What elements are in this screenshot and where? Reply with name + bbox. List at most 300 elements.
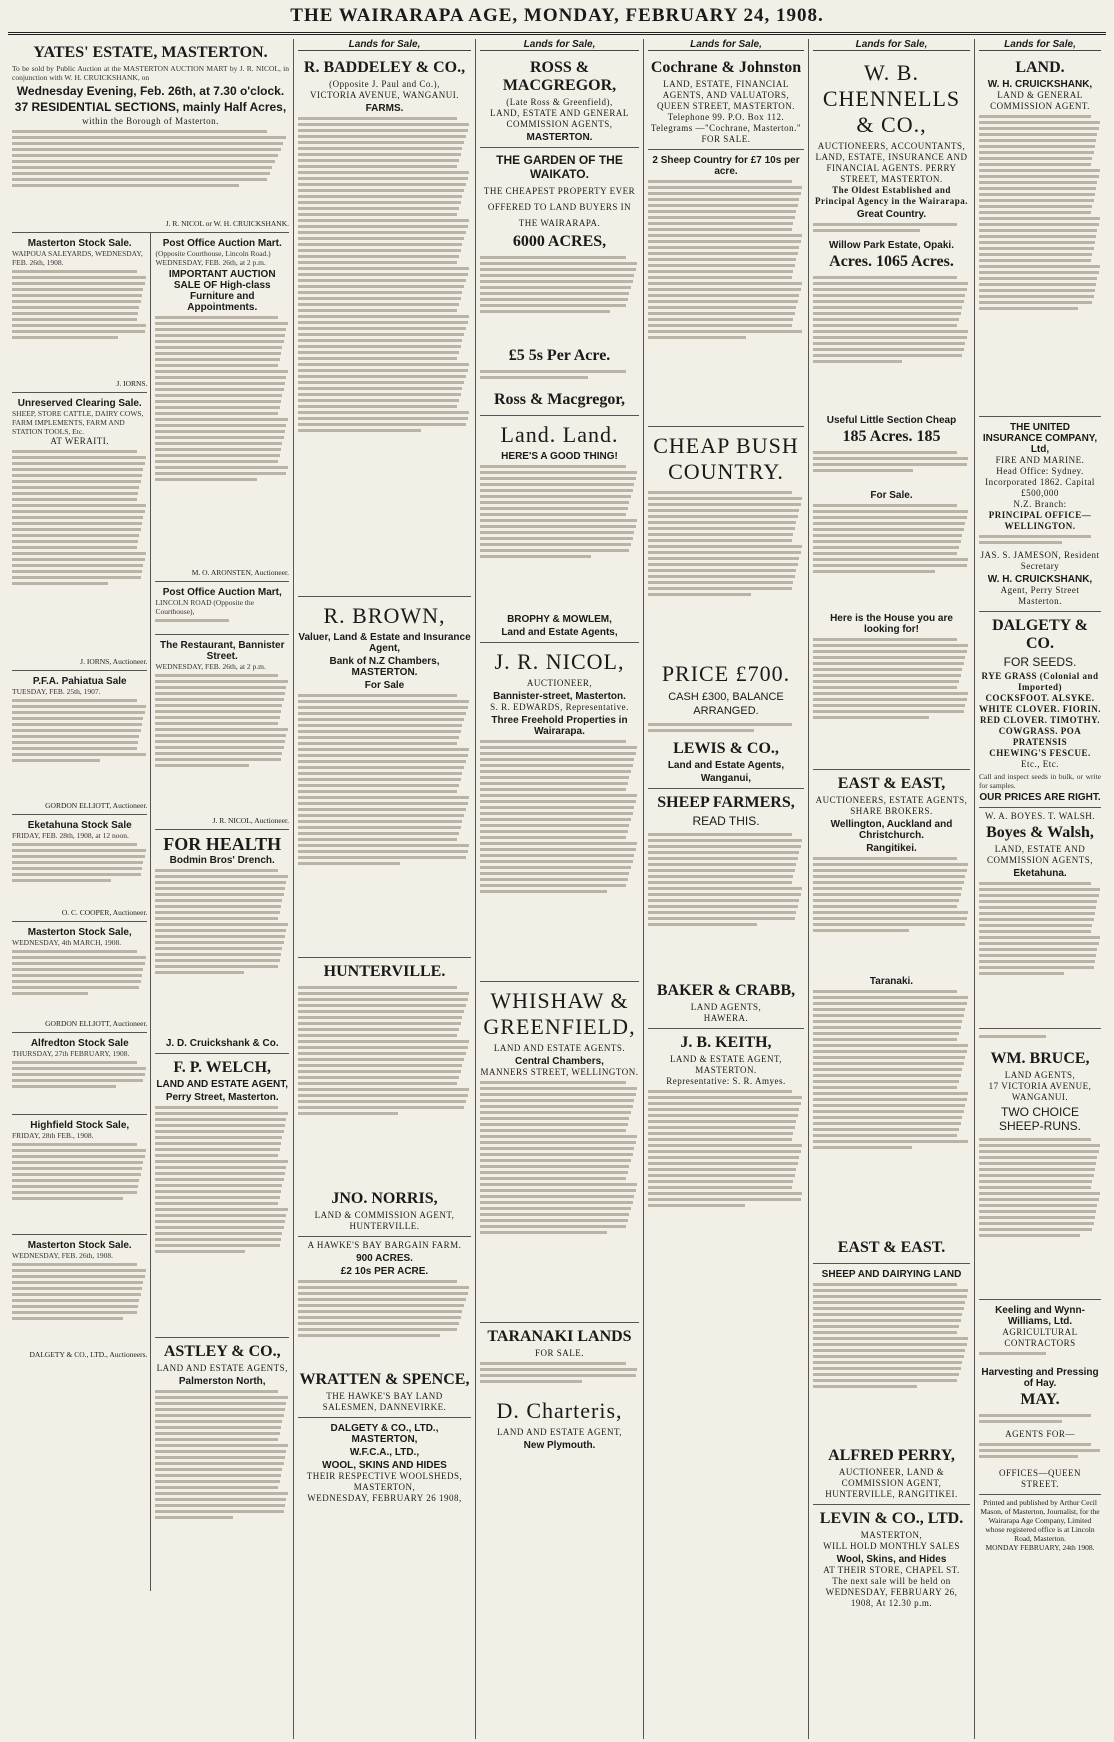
- column-1: [8, 39, 294, 1739]
- type-line: [648, 729, 754, 732]
- type-line: [298, 718, 464, 721]
- type-line: [813, 504, 957, 507]
- ad-subtitle: (Late Ross & Greenfield),: [506, 97, 613, 107]
- type-line: [648, 869, 795, 872]
- type-line: [979, 259, 1091, 262]
- ad-date: WEDNESDAY, FEBRUARY 26 1908,: [307, 1493, 462, 1503]
- type-line: [979, 1216, 1095, 1219]
- ad-date: TUESDAY, FEB. 25th, 1907.: [12, 687, 101, 697]
- type-line: [813, 1379, 957, 1382]
- type-line: [12, 474, 142, 477]
- type-line: [813, 1032, 959, 1035]
- type-line: [12, 699, 137, 702]
- type-line: [979, 1138, 1091, 1141]
- type-line: [12, 516, 143, 519]
- type-line: [813, 668, 962, 671]
- type-line: [298, 832, 459, 835]
- type-line: [155, 740, 285, 743]
- type-line: [12, 558, 145, 561]
- type-line: [979, 1198, 1099, 1201]
- type-line: [813, 650, 967, 653]
- type-line: [648, 899, 799, 902]
- type-line: [480, 262, 637, 265]
- type-line: [155, 1232, 282, 1235]
- type-line: [12, 735, 139, 738]
- masterton-stock-sale-ad: [12, 233, 147, 393]
- ad-body: [813, 635, 970, 765]
- type-line: [298, 201, 461, 204]
- type-line: [979, 948, 1097, 951]
- ad-date: WEDNESDAY, FEB. 26th, 1908.: [12, 1251, 114, 1261]
- type-line: [480, 770, 631, 773]
- type-line: [480, 280, 633, 283]
- type-line: [979, 1420, 1062, 1423]
- yates-body-text: [12, 127, 289, 219]
- type-line: [648, 875, 793, 878]
- type-line: [813, 929, 909, 932]
- ad-address: VICTORIA AVENUE, WANGANUI.: [309, 90, 459, 100]
- type-line: [12, 1287, 142, 1290]
- type-line: [979, 942, 1099, 945]
- seed-item: COCKSFOOT. ALSYKE.: [985, 693, 1095, 703]
- type-line: [298, 1100, 466, 1103]
- type-line: [298, 1298, 466, 1301]
- ad-body: [813, 987, 970, 1237]
- type-line: [12, 318, 137, 321]
- yates-signature: J. R. NICOL or W. H. CRUICKSHANK.: [165, 219, 289, 229]
- type-line: [648, 911, 796, 914]
- type-line: [480, 501, 629, 504]
- type-line: [648, 1096, 802, 1099]
- type-line: [480, 836, 626, 839]
- type-line: [813, 1349, 965, 1352]
- type-line: [155, 364, 278, 367]
- ad-body: [979, 1411, 1101, 1429]
- ad-date: The next sale will be held on WEDNESDAY, FEBRUARY 26, 1908, At 12.30 p.m.: [825, 1576, 958, 1608]
- hunterville-ad: [298, 958, 471, 1237]
- type-line: [155, 752, 282, 755]
- type-line: [155, 686, 286, 689]
- column-1-left: [12, 233, 151, 1591]
- type-line: [155, 418, 287, 421]
- ad-body: [979, 1349, 1101, 1365]
- type-line: [298, 159, 459, 162]
- type-line: [12, 1305, 138, 1308]
- type-line: [813, 1068, 962, 1071]
- type-line: [155, 454, 279, 457]
- type-line: [155, 704, 282, 707]
- ad-title: THE GARDEN OF THE WAIKATO.: [496, 153, 623, 181]
- type-line: [480, 555, 591, 558]
- ad-location: AT THEIR STORE, CHAPEL ST.: [823, 1565, 960, 1575]
- yates-date: Wednesday Evening, Feb. 26th, at 7.30 o'clock.: [16, 84, 285, 99]
- type-line: [12, 160, 275, 163]
- type-line: [298, 986, 457, 989]
- type-line: [12, 1317, 123, 1320]
- type-line: [155, 1112, 287, 1115]
- type-line: [298, 742, 457, 745]
- type-line: [298, 183, 466, 186]
- ad-body: [12, 1260, 147, 1350]
- type-line: [480, 1159, 631, 1162]
- type-line: [12, 1167, 142, 1170]
- ad-body: [155, 1103, 289, 1333]
- ad-subtitle: THE CHEAPEST PROPERTY EVER OFFERED TO LAND BUYERS IN THE WAIRARAPA.: [483, 186, 636, 228]
- type-line: [298, 1292, 468, 1295]
- type-line: [648, 1192, 802, 1195]
- type-line: [12, 1161, 143, 1164]
- type-line: [480, 800, 636, 803]
- boyes-walsh-ad: [979, 808, 1101, 1029]
- type-line: [979, 247, 1094, 250]
- type-line: [155, 734, 286, 737]
- type-line: [12, 528, 141, 531]
- type-line: [298, 1046, 468, 1049]
- ad-body: [480, 253, 639, 345]
- type-line: [648, 569, 796, 572]
- ad-heading: Useful Little Section Cheap: [826, 415, 957, 426]
- type-line: [298, 826, 461, 829]
- ad-title: Eketahuna Stock Sale: [27, 820, 132, 832]
- type-line: [298, 375, 466, 378]
- type-line: [12, 456, 146, 459]
- type-line: [155, 424, 286, 427]
- type-line: [298, 736, 459, 739]
- type-line: [12, 486, 139, 489]
- type-line: [155, 680, 287, 683]
- type-line: [648, 539, 792, 542]
- type-line: [12, 300, 141, 303]
- type-line: [298, 820, 462, 823]
- type-line: [979, 1234, 1080, 1237]
- type-line: [155, 448, 281, 451]
- type-line: [155, 1462, 283, 1465]
- ad-acres: 185 Acres. 185: [842, 428, 941, 445]
- type-line: [979, 1222, 1094, 1225]
- type-line: [12, 1197, 123, 1200]
- type-line: [979, 906, 1096, 909]
- agent-subtitle: LAND AGENTS,: [690, 1002, 762, 1012]
- type-line: [12, 148, 281, 151]
- type-line: [12, 570, 142, 573]
- type-line: [813, 1134, 957, 1137]
- type-line: [298, 339, 462, 342]
- type-line: [813, 558, 968, 561]
- type-line: [12, 552, 146, 555]
- ad-title: WHISHAW & GREENFIELD,: [483, 988, 636, 1039]
- type-line: [155, 322, 287, 325]
- type-line: [12, 962, 145, 965]
- type-line: [155, 1202, 278, 1205]
- ad-date: THURSDAY, 27th FEBRUARY, 1908.: [12, 1049, 130, 1059]
- sheep-farmers-ad: [648, 789, 804, 1029]
- type-line: [648, 192, 801, 195]
- type-line: [813, 1044, 968, 1047]
- type-line: [298, 1304, 464, 1307]
- type-line: [813, 336, 967, 339]
- ad-title: R. BADDELEY & CO.,: [303, 59, 466, 76]
- type-line: [12, 564, 143, 567]
- type-line: [979, 900, 1097, 903]
- type-line: [979, 127, 1099, 130]
- type-line: [12, 1299, 139, 1302]
- ross-macgregor-ad: [480, 54, 639, 148]
- type-line: [155, 893, 283, 896]
- type-line: [155, 388, 283, 391]
- type-line: [298, 423, 466, 426]
- type-line: [480, 1123, 628, 1126]
- type-line: [813, 1146, 912, 1149]
- type-line: [298, 1112, 398, 1115]
- type-line: [813, 463, 967, 466]
- type-line: [155, 692, 285, 695]
- type-line: [480, 1141, 636, 1144]
- type-line: [480, 489, 633, 492]
- ad-subtitle: LAND, ESTATE AND COMMISSION AGENTS,: [986, 844, 1093, 866]
- ad-title: J. R. NICOL,: [494, 649, 625, 674]
- sheep-country-ad: [648, 150, 804, 427]
- ad-title: ROSS & MACGREGOR,: [502, 59, 617, 94]
- type-line: [813, 1289, 968, 1292]
- post-office-auction-2-ad: [155, 582, 289, 635]
- ad-body: [298, 983, 471, 1188]
- type-line: [648, 1090, 792, 1093]
- type-line: [648, 1102, 801, 1105]
- imprint-date: MONDAY FEBRUARY, 24th 1908.: [985, 1543, 1095, 1553]
- type-line: [979, 223, 1099, 226]
- clearing-sale-ad: [12, 393, 147, 671]
- type-line: [12, 330, 145, 333]
- type-line: [480, 1129, 626, 1132]
- type-line: [813, 990, 957, 993]
- ad-signature: O. C. COOPER, Auctioneer.: [61, 908, 148, 918]
- type-line: [813, 510, 968, 513]
- type-line: [155, 1510, 283, 1513]
- seed-item: WHITE CLOVER. FIORIN.: [979, 704, 1102, 714]
- type-line: [480, 824, 629, 827]
- cruickshank-land-ad: [979, 54, 1101, 417]
- type-line: [648, 222, 793, 225]
- type-line: [813, 348, 964, 351]
- type-line: [155, 412, 278, 415]
- ad-branch: N.Z. Branch:: [1013, 499, 1067, 509]
- type-line: [298, 321, 468, 324]
- astley-ad: [155, 1338, 289, 1591]
- type-line: [648, 180, 792, 183]
- type-line: [813, 1307, 964, 1310]
- type-line: [298, 237, 464, 240]
- type-line: [298, 754, 468, 757]
- type-line: [480, 746, 637, 749]
- ad-body: [155, 616, 289, 630]
- type-line: [480, 1368, 637, 1371]
- type-line: [813, 312, 961, 315]
- type-line: [298, 297, 461, 300]
- column-5: [809, 39, 975, 1739]
- type-line: [480, 866, 631, 869]
- ad-body: [12, 1058, 147, 1110]
- ad-body: [979, 112, 1101, 412]
- ad-location: AT WERAITI.: [50, 436, 110, 447]
- type-line: [155, 1244, 279, 1247]
- type-line: [648, 503, 801, 506]
- type-line: [480, 298, 628, 301]
- agent-name: W. H. CRUICKSHANK,: [987, 79, 1093, 90]
- type-line: [12, 270, 137, 273]
- type-line: [813, 875, 965, 878]
- ad-body: [813, 448, 970, 488]
- ad-secretary: JAS. S. JAMESON, Resident Secretary: [980, 550, 1100, 571]
- type-line: [979, 972, 1064, 975]
- type-line: [12, 1269, 146, 1272]
- type-line: [298, 243, 462, 246]
- type-line: [155, 929, 286, 932]
- type-line: [648, 839, 802, 842]
- ad-subtitle: AUCTIONEER,: [526, 678, 593, 688]
- type-line: [480, 1183, 637, 1186]
- type-line: [480, 854, 634, 857]
- ad-address: QUEEN STREET, MASTERTON.: [656, 101, 796, 111]
- agent-subtitle: Land and Estate Agents,: [501, 627, 618, 638]
- type-line: [298, 213, 457, 216]
- type-line: [155, 460, 278, 463]
- type-line: [648, 318, 793, 321]
- type-line: [979, 1455, 1078, 1458]
- ad-office: PRINCIPAL OFFICE—WELLINGTON.: [988, 510, 1092, 531]
- type-line: [298, 1028, 459, 1031]
- type-line: [480, 1207, 631, 1210]
- type-line: [480, 1374, 636, 1377]
- type-line: [648, 509, 799, 512]
- type-line: [648, 264, 795, 267]
- highfield-sale-ad: [12, 1115, 147, 1235]
- ad-signature: EAST & EAST.: [837, 1239, 946, 1256]
- ad-body: [12, 696, 147, 801]
- ad-acres: 900 ACRES.: [356, 1253, 413, 1264]
- type-line: [298, 1052, 466, 1055]
- type-line: [813, 1074, 961, 1077]
- type-line: [298, 694, 457, 697]
- type-line: [648, 905, 798, 908]
- type-line: [155, 935, 285, 938]
- type-line: [813, 638, 957, 641]
- column-1-right: [151, 233, 289, 1591]
- type-line: [648, 545, 802, 548]
- type-line: [979, 924, 1092, 927]
- bush-country-ad: [648, 427, 804, 789]
- type-line: [12, 956, 146, 959]
- type-line: [813, 716, 929, 719]
- type-line: [155, 875, 287, 878]
- type-line: [12, 992, 88, 995]
- type-line: [12, 1085, 116, 1088]
- ad-note: Call and inspect seeds in bulk, or write for samples.: [979, 772, 1101, 791]
- type-line: [155, 436, 283, 439]
- type-line: [298, 429, 421, 432]
- ad-body: [648, 177, 804, 422]
- type-line: [979, 1035, 1046, 1038]
- type-line: [155, 1438, 278, 1441]
- type-line: [979, 1352, 1046, 1355]
- ad-heading: WOOL, SKINS AND HIDES: [322, 1460, 447, 1471]
- ad-signature: J. IORNS, Auctioneer.: [80, 657, 148, 667]
- type-line: [155, 478, 256, 481]
- ad-signature: GORDON ELLIOTT, Auctioneer.: [45, 1019, 148, 1029]
- type-line: [12, 1263, 137, 1266]
- type-line: [813, 674, 961, 677]
- type-line: [648, 515, 798, 518]
- type-line: [979, 1156, 1097, 1159]
- ad-body: [12, 447, 147, 657]
- type-line: [480, 788, 626, 791]
- ad-subtitle: AUCTIONEERS, ACCOUNTANTS, LAND, ESTATE, INSURANCE AND FINANCIAL AGENTS. PERRY STREET, MASTERTON.: [815, 141, 968, 184]
- type-line: [12, 1311, 137, 1314]
- type-line: [480, 531, 634, 534]
- type-line: [813, 282, 968, 285]
- agent-town: New Plymouth.: [523, 1440, 596, 1451]
- type-line: [979, 882, 1091, 885]
- type-line: [480, 292, 629, 295]
- type-line: [12, 288, 143, 291]
- type-line: [648, 851, 799, 854]
- ad-heading: For Sale.: [870, 490, 913, 501]
- ad-head-office: Head Office: Sydney.: [996, 466, 1084, 476]
- yates-lots: 37 RESIDENTIAL SECTIONS, mainly Half Acres,: [14, 100, 287, 115]
- type-line: [648, 1132, 793, 1135]
- type-line: [298, 1004, 466, 1007]
- ad-title: HUNTERVILLE.: [323, 963, 446, 980]
- ad-title: DALGETY & CO., LTD., MASTERTON,: [330, 1423, 439, 1445]
- type-line: [813, 1373, 959, 1376]
- type-line: [480, 304, 626, 307]
- type-line: [648, 491, 792, 494]
- type-line: [155, 1208, 287, 1211]
- agent-subtitle: LAND AND ESTATE AGENT,: [496, 1427, 623, 1437]
- type-line: [155, 923, 287, 926]
- type-line: [298, 1010, 464, 1013]
- east-east-ad: [813, 770, 970, 1264]
- ad-town: MASTERTON.: [526, 132, 593, 143]
- type-line: [648, 923, 757, 926]
- type-line: [298, 1082, 457, 1085]
- ad-subtitle: LAND, ESTATE, FINANCIAL AGENTS, AND VALUATORS,: [662, 79, 790, 100]
- type-line: [298, 992, 469, 995]
- type-line: [813, 662, 964, 665]
- ad-title: Masterton Stock Sale.: [27, 238, 132, 250]
- type-line: [813, 1319, 961, 1322]
- type-line: [155, 1220, 285, 1223]
- type-line: [480, 1201, 633, 1204]
- type-line: [298, 357, 457, 360]
- type-line: [648, 1198, 801, 1201]
- type-line: [979, 1449, 1100, 1452]
- column-2: [294, 39, 476, 1739]
- type-line: [813, 300, 964, 303]
- type-line: [155, 1136, 282, 1139]
- ad-body: [298, 691, 471, 953]
- type-line: [648, 533, 793, 536]
- type-line: [12, 142, 283, 145]
- type-line: [12, 741, 138, 744]
- ad-title: J. B. KEITH,: [680, 1034, 772, 1051]
- agent-name: BROPHY & MOWLEM,: [507, 614, 612, 625]
- ad-signature: Ross & Macgregor,: [493, 391, 626, 408]
- type-line: [979, 1162, 1096, 1165]
- type-line: [298, 808, 466, 811]
- agent-name: BAKER & CRABB,: [656, 982, 796, 999]
- type-line: [155, 1154, 278, 1157]
- type-line: [480, 1219, 628, 1222]
